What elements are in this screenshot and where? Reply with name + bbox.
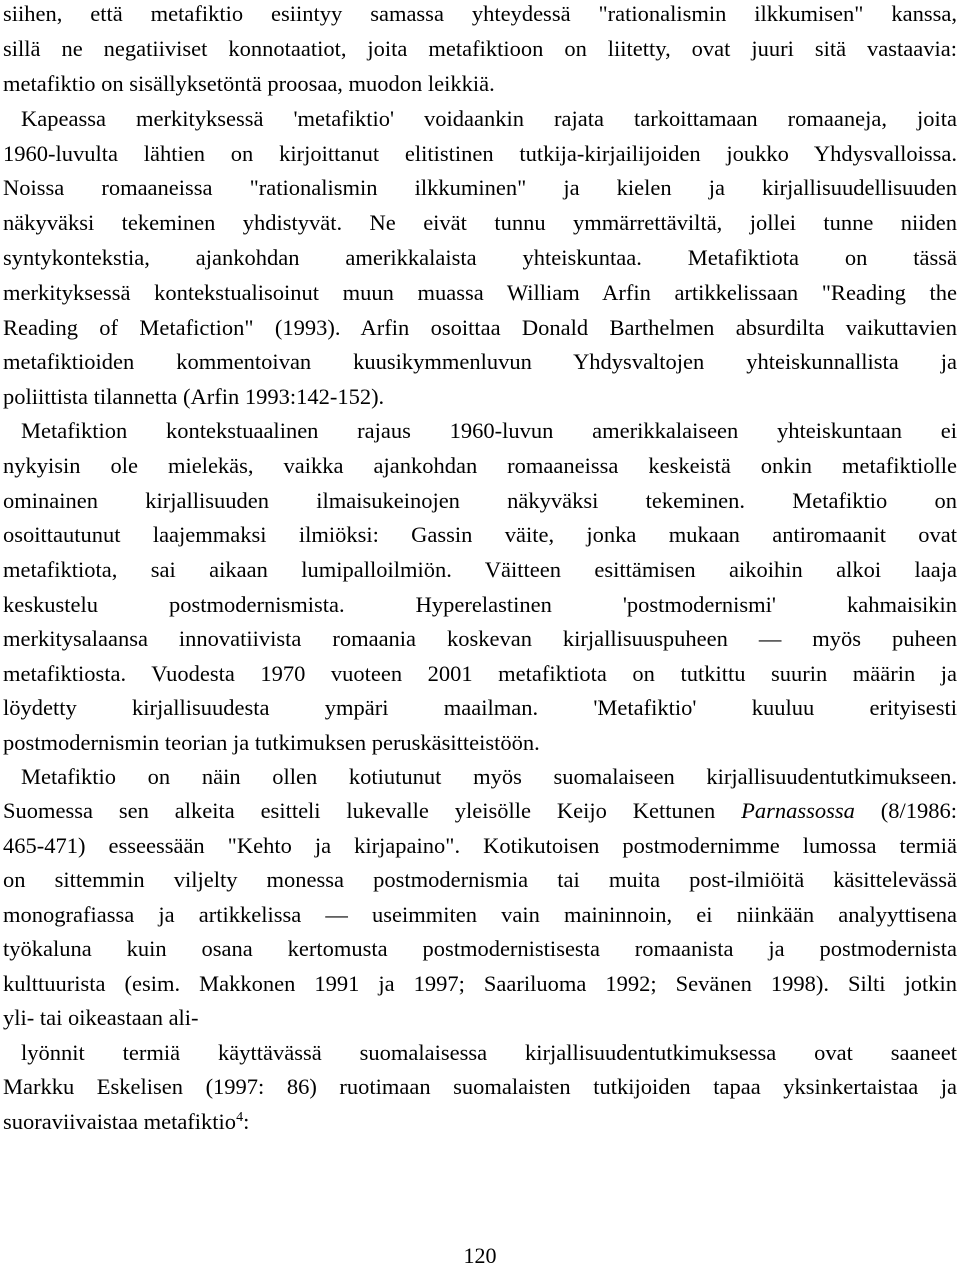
text-line: työkaluna kuin osana kertomusta postmodernistisesta romaanista ja postmodernista bbox=[3, 936, 957, 961]
text-line: siihen, että metafiktio esiintyy samassa yhteydessä "rationalismin ilkkumisen" kanssa, bbox=[3, 1, 957, 26]
text-line: 1960-luvulta lähtien on kirjoittanut elitistinen tutkija-kirjailijoiden joukko Yhdysvalloissa. bbox=[3, 141, 957, 166]
text-line: 465-471) esseessään "Kehto ja kirjapaino". Kotikutoisen postmodernimme lumossa termiä bbox=[3, 833, 957, 858]
text-line: poliittista tilannetta (Arfin 1993:142-152). bbox=[3, 384, 385, 409]
text-line: Metafiktio on näin ollen kotiutunut myös suomalaiseen kirjallisuudentutkimukseen. bbox=[21, 764, 957, 789]
text-line: monografiassa ja artikkelissa — useimmiten vain maininnoin, ei niinkään analyyttisena bbox=[3, 902, 957, 927]
document-page bbox=[3, 0, 957, 1269]
text-line: Noissa romaaneissa "rationalismin ilkkuminen" ja kielen ja kirjallisuudellisuuden bbox=[3, 175, 957, 200]
text-line: merkitysalaansa innovatiivista romaania koskevan kirjallisuuspuheen — myös puheen bbox=[3, 626, 957, 651]
text-line: yli- tai oikeastaan ali- bbox=[3, 1005, 199, 1030]
text-segment: (8/1986: bbox=[880, 798, 957, 823]
text-line: keskustelu postmodernismista. Hyperelastinen 'postmodernismi' kahmaisikin bbox=[3, 592, 957, 617]
text-line: sillä ne negatiiviset konnotaatiot, joita metafiktioon on liitetty, ovat juuri sitä vastaavia: bbox=[3, 36, 957, 61]
text-line: ominainen kirjallisuuden ilmaisukeinojen näkyväksi tekeminen. Metafiktio on bbox=[3, 488, 957, 513]
text-line: kulttuurista (esim. Makkonen 1991 ja 1997; Saariluoma 1992; Sevänen 1998). Silti jotkin bbox=[3, 971, 957, 996]
footnote-reference: 4 bbox=[236, 1110, 244, 1125]
text-line: metafiktio on sisällyksetöntä proosaa, muodon leikkiä. bbox=[3, 71, 495, 96]
text-line: metafiktiota, sai aikaan lumipalloilmiön. Väitteen esittämisen aikoihin alkoi laaja bbox=[3, 557, 957, 582]
text-line bbox=[3, 793, 957, 828]
text-line: nykyisin ole mielekäs, vaikka ajankohdan romaaneissa keskeistä onkin metafiktiolle bbox=[3, 453, 957, 478]
text-line: löydetty kirjallisuudesta ympäri maailman. 'Metafiktio' kuuluu erityisesti bbox=[3, 695, 957, 720]
text-segment: Suomessa sen alkeita esitteli lukevalle yleisölle Keijo Kettunen bbox=[3, 798, 716, 823]
text-line: näkyväksi tekeminen yhdistyvät. Ne eivät tunnu ymmärrettäviltä, jollei tunne niiden bbox=[3, 210, 957, 235]
text-line bbox=[3, 1104, 957, 1139]
text-line: metafiktiosta. Vuodesta 1970 vuoteen 2001 metafiktiota on tutkittu suurin määrin ja bbox=[3, 661, 957, 686]
text-segment: suoraviivaistaa metafiktio bbox=[3, 1109, 237, 1134]
text-line: lyönnit termiä käyttävässä suomalaisessa kirjallisuudentutkimuksessa ovat saaneet bbox=[21, 1040, 957, 1065]
text-line: metafiktioiden kommentoivan kuusikymmenluvun Yhdysvaltojen yhteiskunnallista ja bbox=[3, 349, 957, 374]
text-line: Reading of Metafiction" (1993). Arfin osoittaa Donald Barthelmen absurdilta vaikuttavien bbox=[3, 315, 957, 340]
journal-title: Parnassossa bbox=[741, 798, 855, 823]
text-line: osoittautunut laajemmaksi ilmiöksi: Gassin väite, jonka mukaan antiromaanit ovat bbox=[3, 522, 957, 547]
text-line: merkityksessä kontekstualisoinut muun muassa William Arfin artikkelissaan "Reading the bbox=[3, 280, 957, 305]
text-line: Metafiktion kontekstuaalinen rajaus 1960-luvun amerikkalaiseen yhteiskuntaan ei bbox=[21, 418, 957, 443]
text-line: Markku Eskelisen (1997: 86) ruotimaan suomalaisten tutkijoiden tapaa yksinkertaistaa ja bbox=[3, 1074, 957, 1099]
text-line: on sittemmin viljelty monessa postmodernismia tai muita post-ilmiöitä käsittelevässä bbox=[3, 867, 957, 892]
text-line: Kapeassa merkityksessä 'metafiktio' voidaankin rajata tarkoittamaan romaaneja, joita bbox=[21, 106, 957, 131]
text-segment: : bbox=[243, 1109, 250, 1134]
page-number: 120 bbox=[463, 1243, 497, 1268]
text-line: postmodernismin teorian ja tutkimuksen peruskäsitteistöön. bbox=[3, 730, 540, 755]
text-line: syntykontekstia, ajankohdan amerikkalaista yhteiskuntaa. Metafiktiota on tässä bbox=[3, 245, 957, 270]
